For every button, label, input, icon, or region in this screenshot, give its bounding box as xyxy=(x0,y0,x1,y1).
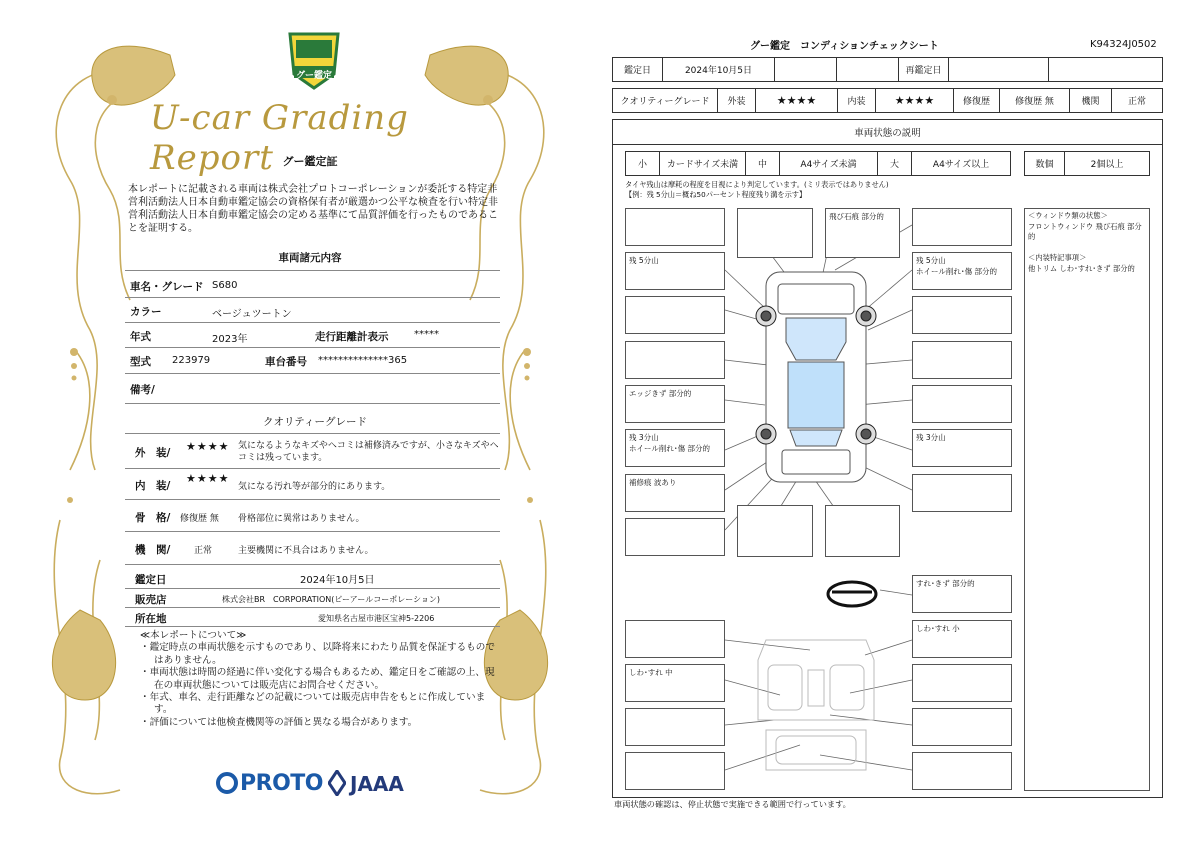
mileage-label: 走行距離計表示 xyxy=(315,331,389,343)
int-value: ★★★★ xyxy=(876,89,954,112)
remarks-label: 備考/ xyxy=(130,384,155,396)
exterior-label: 外 装/ xyxy=(135,447,171,459)
condition-box-left-edge: エッジきず 部分的 xyxy=(625,385,725,423)
condition-box xyxy=(625,708,725,746)
note-item: ・鑑定時点の車両状態を示すものであり、以降将来にわたり品質を保証するものではありません。 xyxy=(140,642,495,666)
jaaa-logo-icon xyxy=(328,770,346,796)
note-item: ・評価については他検査機関等の評価と異なる場合があります。 xyxy=(140,716,418,728)
condition-box xyxy=(625,518,725,556)
condition-box xyxy=(912,664,1012,702)
size-large-value: A4サイズ以上 xyxy=(932,160,990,170)
divider xyxy=(125,322,500,323)
date-value: 2024年10月5日 xyxy=(663,58,775,81)
size-medium-value: A4サイズ未満 xyxy=(780,152,878,175)
interior-label: 内 装/ xyxy=(135,480,171,492)
condition-box-front-right-tire: 残 5分山 ホイール削れ･傷 部分的 xyxy=(912,252,1012,290)
engine-text: 主要機関に不具合はありません。 xyxy=(238,546,374,556)
year-label: 年式 xyxy=(130,331,151,343)
date-label: 鑑定日 xyxy=(613,58,663,81)
condition-box xyxy=(912,474,1012,512)
model-label: 型式 xyxy=(130,356,151,368)
grade-label: クオリティーグレード xyxy=(613,89,718,112)
engine-value: 正常 xyxy=(1127,97,1146,107)
special-notes-panel: ＜ウィンドウ類の状態＞ フロントウィンドウ 飛び石痕 部分的 ＜内装特記事項＞ 他トリム しわ･すれ･きず 部分的 xyxy=(1024,208,1150,791)
spec-section-title: 車両諸元内容 xyxy=(278,252,342,264)
divider xyxy=(125,531,500,532)
condition-box xyxy=(737,208,813,258)
repair-value: 修復歴 無 xyxy=(1000,89,1070,112)
tire-note: タイヤ残山は摩耗の程度を目視により判定しています。(ミリ表示ではありません) xyxy=(625,180,889,189)
tire-example: 【例：残 5分山＝概ね50パーセント程度残り溝を示す】 xyxy=(625,190,807,199)
address-value: 愛知県名古屋市港区宝神5-2206 xyxy=(318,614,435,623)
divider xyxy=(125,468,500,469)
sheet-footer: 車両状態の確認は、停止状態で実施できる範囲で行っています。 xyxy=(614,799,851,809)
proto-logo-icon xyxy=(216,772,238,794)
color-value: ベージュツートン xyxy=(212,309,292,320)
condition-box xyxy=(912,296,1012,334)
dealer-label: 販売店 xyxy=(135,594,167,606)
condition-box-front-glass: 飛び石痕 部分的 xyxy=(825,208,900,258)
condition-box xyxy=(912,208,1012,246)
condition-box xyxy=(625,296,725,334)
divider xyxy=(125,626,500,627)
condition-box xyxy=(912,752,1012,790)
condition-box xyxy=(825,505,900,557)
condition-box xyxy=(625,341,725,379)
count-value: 2個以上 xyxy=(1090,160,1124,170)
condition-box-rear-left-tire: 残 3分山 ホイール削れ･傷 部分的 xyxy=(625,429,725,467)
car-name-value: S680 xyxy=(212,280,238,291)
size-small-label: 小 xyxy=(626,152,660,175)
engine-label: 機関 xyxy=(1070,89,1112,112)
chassis-value: **************365 xyxy=(318,355,408,366)
frame-label: 骨 格/ xyxy=(135,512,171,524)
interior-text: 気になる汚れ等が部分的にあります。 xyxy=(238,482,391,492)
steering-wheel-icon xyxy=(828,582,876,606)
frame-text: 骨格部位に異常はありません。 xyxy=(238,514,365,524)
proto-logo: PROTO xyxy=(240,771,323,796)
condition-box xyxy=(625,620,725,658)
divider xyxy=(125,588,500,589)
badge-text: グー鑑定 xyxy=(295,71,332,81)
car-name-label: 車名・グレード xyxy=(130,281,204,293)
divider xyxy=(125,499,500,500)
color-label: カラー xyxy=(130,306,162,318)
divider xyxy=(125,403,500,404)
size-large-label: 大 xyxy=(878,152,912,175)
condition-box xyxy=(625,208,725,246)
goo-appraisal-badge xyxy=(284,30,344,92)
count-label: 数個 xyxy=(1025,152,1065,175)
model-value: 223979 xyxy=(172,355,211,366)
dealer-value: 株式会社BR CORPORATION(ビーアールコーポレーション) xyxy=(222,595,441,604)
condition-box-rear-right-tire: 残 3分山 xyxy=(912,429,1012,467)
report-notes xyxy=(140,630,500,729)
chassis-label: 車台番号 xyxy=(265,356,307,368)
condition-box-steering: すれ･きず 部分的 xyxy=(912,575,1012,613)
exterior-stars: ★★★★ xyxy=(186,440,230,453)
size-small-value: カードサイズ未満 xyxy=(660,152,746,175)
divider xyxy=(125,297,500,298)
condition-box xyxy=(912,341,1012,379)
report-script-title: U-car Grading Report xyxy=(150,98,409,178)
condition-box xyxy=(625,752,725,790)
condition-box-rear-left: 補修痕 波あり xyxy=(625,474,725,512)
note-item: ・車両状態は時間の経過に伴い変化する場合もあるため、鑑定日をご確認の上、現在の車両状態については販売店にお問合せください。 xyxy=(140,667,495,691)
engine-value: 正常 xyxy=(194,546,213,556)
appraisal-date-label: 鑑定日 xyxy=(135,574,167,586)
jaaa-logo: JAAA xyxy=(350,772,404,796)
sheet-code: K94324J0502 xyxy=(1090,39,1157,50)
address-label: 所在地 xyxy=(135,613,167,625)
quality-section-title: クオリティーグレード xyxy=(263,416,367,428)
condition-box-interior-left: しわ･すれ 中 xyxy=(625,664,725,702)
int-label: 内装 xyxy=(838,89,876,112)
condition-box xyxy=(912,385,1012,423)
ext-label: 外装 xyxy=(718,89,756,112)
mileage-value: ***** xyxy=(414,329,439,340)
appraisal-date-value: 2024年10月5日 xyxy=(300,575,375,586)
repair-label: 修復歴 xyxy=(954,89,1000,112)
sheet-title: グー鑑定 コンディションチェックシート xyxy=(750,41,939,52)
certificate-intro: 本レポートに記載される車両は株式会社プロトコーポレーションが委託する特定非営利活動法人日本自動車鑑定協会の資格保有者が厳選かつ公平な検査を行い特定非営利活動法人日本自動車鑑定協会の定める基準にて品質評価を行ったものであることを証明する。 xyxy=(128,184,498,234)
condition-box-interior-right: しわ･すれ 小 xyxy=(912,620,1012,658)
condition-check-sheet xyxy=(600,0,1200,848)
year-value: 2023年 xyxy=(212,334,248,345)
reappraisal-label: 再鑑定日 xyxy=(899,58,949,81)
divider xyxy=(125,270,500,271)
ext-value: ★★★★ xyxy=(756,89,838,112)
divider xyxy=(125,347,500,348)
engine-label: 機 関/ xyxy=(135,544,171,556)
notes-title: ≪本レポートについて≫ xyxy=(140,630,247,641)
size-medium-label: 中 xyxy=(746,152,780,175)
note-item: ・年式、車名、走行距離などの記載については販売店申告をもとに作成しています。 xyxy=(140,692,486,716)
certificate-title: グー鑑定証 xyxy=(282,155,338,168)
frame-value: 修復歴 無 xyxy=(180,514,219,524)
condition-box xyxy=(912,708,1012,746)
exterior-text: 気になるようなキズやヘコミは補修済みですが、小さなキズやヘコミは残っています。 xyxy=(238,441,499,463)
condition-box-front-left-tire: 残 5分山 xyxy=(625,252,725,290)
interior-stars: ★★★★ xyxy=(186,472,230,485)
divider xyxy=(125,433,500,434)
divider xyxy=(125,607,500,608)
divider xyxy=(125,373,500,374)
condition-title: 車両状態の説明 xyxy=(612,119,1163,145)
divider xyxy=(125,564,500,565)
condition-box xyxy=(737,505,813,557)
